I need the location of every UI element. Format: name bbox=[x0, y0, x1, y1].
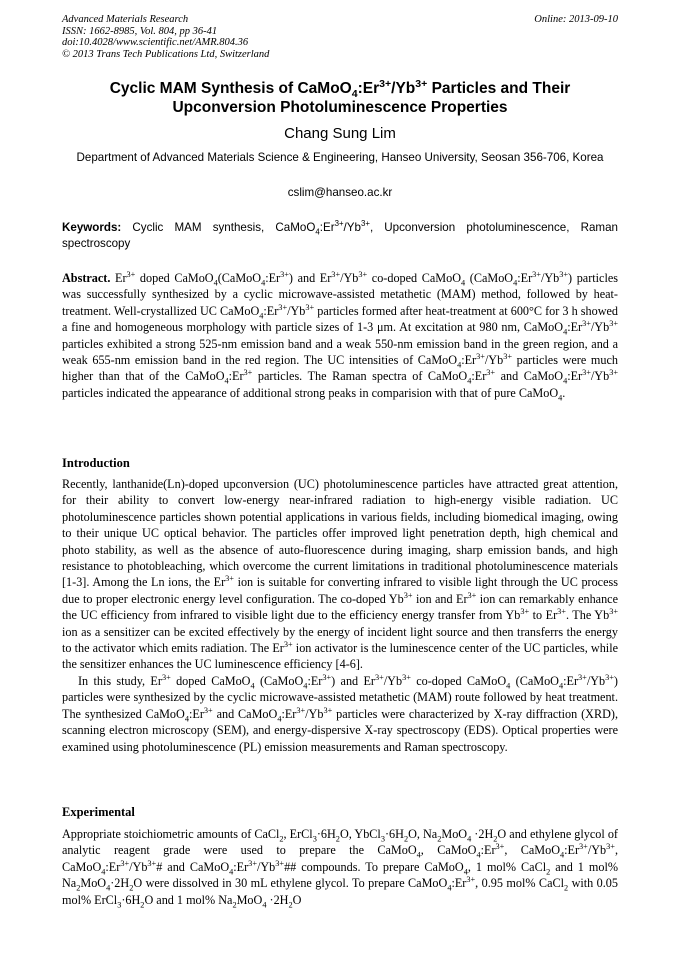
journal-name: Advanced Materials Research bbox=[62, 14, 189, 25]
introduction-body bbox=[62, 476, 618, 755]
section-heading-experimental: Experimental bbox=[62, 805, 135, 819]
introduction-paragraph: In this study, $Er^{3+}$ doped CaMoO$_4$ $(CaMoO_4:Er^{3+})$ and $Er^{3+}/Yb^{3+}$ co-doped CaMoO$_4$ $(CaMoO_4:Er^{3+}/Yb^{3+})$ particles were synthesized by the cyclic microwave-assisted metathetic (MAM) route followed by heat treatment. The synthesized $CaMoO_4:Er^{3+}$ and $CaMoO_4:Er^{3+}/Yb^{3+}$ particles were characterized by X-ray diffraction (XRD), scanning electron microscopy (SEM), and energy-dispersive X-ray spectroscopy (EDS). Optical properties were examined using photoluminescence (PL) emission measurements and Raman spectroscopy. bbox=[62, 672, 618, 754]
journal-doi: doi:10.4028/www.scientific.net/AMR.804.36 bbox=[62, 37, 249, 49]
author-email: cslim@hanseo.ac.kr bbox=[287, 186, 393, 199]
paper-author: Chang Sung Lim bbox=[284, 125, 396, 142]
abstract bbox=[62, 270, 618, 401]
paper-affiliation: Department of Advanced Materials Science & Engineering, Hanseo University, Seosan 356-706, Korea bbox=[76, 151, 604, 164]
experimental-paragraph: Appropriate stoichiometric amounts of CaCl$_2$, $ErCl_3\cdot 6H_2O$, $YbCl_3\cdot 6H_2O$, $Na_2MoO_4 \cdot 2H_2O$ and ethylene glycol of analytic reagent grade were used to prepare the CaMoO$_4$, $CaMoO_4:Er^{3+}$, $CaMoO_4:Er^{3+}/Yb^{3+}$, $CaMoO_4:Er^{3+}/Yb^{3+}\#$ and $CaMoO_4:Er^{3+}/Yb^{3+}\#\#$ compounds. To prepare CaMoO$_4$, 1 mol% CaCl$_2$ and 1 mol% $Na_2MoO_4\cdot 2H_2O$ were dissolved in 30 mL ethylene glycol. To prepare $CaMoO_4:Er^{3+}$, 0.95 mol% CaCl$_2$ with 0.05 mol% $ErCl_3\cdot 6H_2O$ and 1 mol% $Na_2MoO_4 \cdot 2H_2O$ bbox=[62, 827, 618, 910]
experimental-body bbox=[62, 826, 618, 908]
keywords bbox=[62, 220, 618, 251]
journal-issn: ISSN: 1662-8985, Vol. 804, pp 36-41 bbox=[62, 25, 218, 37]
journal-copyright: © 2013 Trans Tech Publications Ltd, Switzerland bbox=[62, 48, 270, 60]
introduction-paragraph: Recently, lanthanide(Ln)-doped upconversion (UC) photoluminescence particles have attracted great attention, for their ability to convert low-energy near-infrared radiation to high-energy visible radiation. UC photoluminescence particles shown potential applications in various fields, including biomedical imaging, owing to their unique UC optical behavior. The particles offer improved light penetration depth, high chemical and photo stability, as well as the absence of auto-fluorescence during imaging, sharp emission bands, and high resistance to photobleaching, which overcome the current limitations in traditional photoluminescence materials [1-3]. Among the Ln ions, the $Er^{3+}$ ion is suitable for converting infrared to visible light through the UC process due to proper electronic energy level configuration. The co-doped $Yb^{3+}$ ion and $Er^{3+}$ ion can remarkably enhance the UC efficiency from infrared to visible light due to the efficiency energy transfer from $Yb^{3+}$ to $Er^{3+}$. The $Yb^{3+}$ ion as a sensitizer can be excited effectively by the energy of incident light source and then transferrs the energy to the activator which emits radiation. The $Er^{3+}$ ion activator is the luminescence center of the UC particles, while the sensitizer enhances the UC luminescence efficiency [4-6]. bbox=[62, 477, 619, 672]
online-date: Online: 2013-09-10 bbox=[534, 14, 618, 25]
paper-title: Cyclic MAM Synthesis of $CaMoO_4:Er^{3+}/Yb^{3+}$ Particles and Their Upconversion Photoluminescence Properties bbox=[109, 77, 571, 116]
keywords-text: Cyclic MAM synthesis, $CaMoO_4:Er^{3+}/Yb^{3+}$, Upconversion photoluminescence, Raman spectroscopy bbox=[62, 219, 618, 250]
journal-header bbox=[62, 14, 618, 60]
section-heading-introduction: Introduction bbox=[62, 456, 130, 470]
abstract-label: Abstract. bbox=[62, 271, 111, 285]
abstract-text: $Er^{3+}$ doped $CaMoO_4(CaMoO_4:Er^{3+})$ and $Er^{3+}/Yb^{3+}$ co-doped CaMoO$_4$ $(CaMoO_4:Er^{3+}/Yb^{3+})$ particles was successfully synthesized by a cyclic microwave-assisted metathetic (MAM) method, followed by heat-treatment. Well-crystallized UC $CaMoO_4:Er^{3+}/Yb^{3+}$ particles formed after heat-treatment at 600°C for 3 h showed a fine and homogeneous morphology with particle sizes of 1-3 μm. At excitation at 980 nm, $CaMoO_4:Er^{3+}/Yb^{3+}$ particles exhibited a strong 525-nm emission band and a weak 550-nm emission band in the green region, and a weak 655-nm emission band in the red region. The UC intensities of $CaMoO_4:Er^{3+}/Yb^{3+}$ particles were much higher than that of the $CaMoO_4:Er^{3+}$ particles. The Raman spectra of $CaMoO_4:Er^{3+}$ and $CaMoO_4:Er^{3+}/Yb^{3+}$ particles indicated the appearance of additional strong peaks in comparision with that of pure CaMoO$_4$. bbox=[62, 269, 619, 403]
keywords-label: Keywords: bbox=[62, 221, 122, 234]
